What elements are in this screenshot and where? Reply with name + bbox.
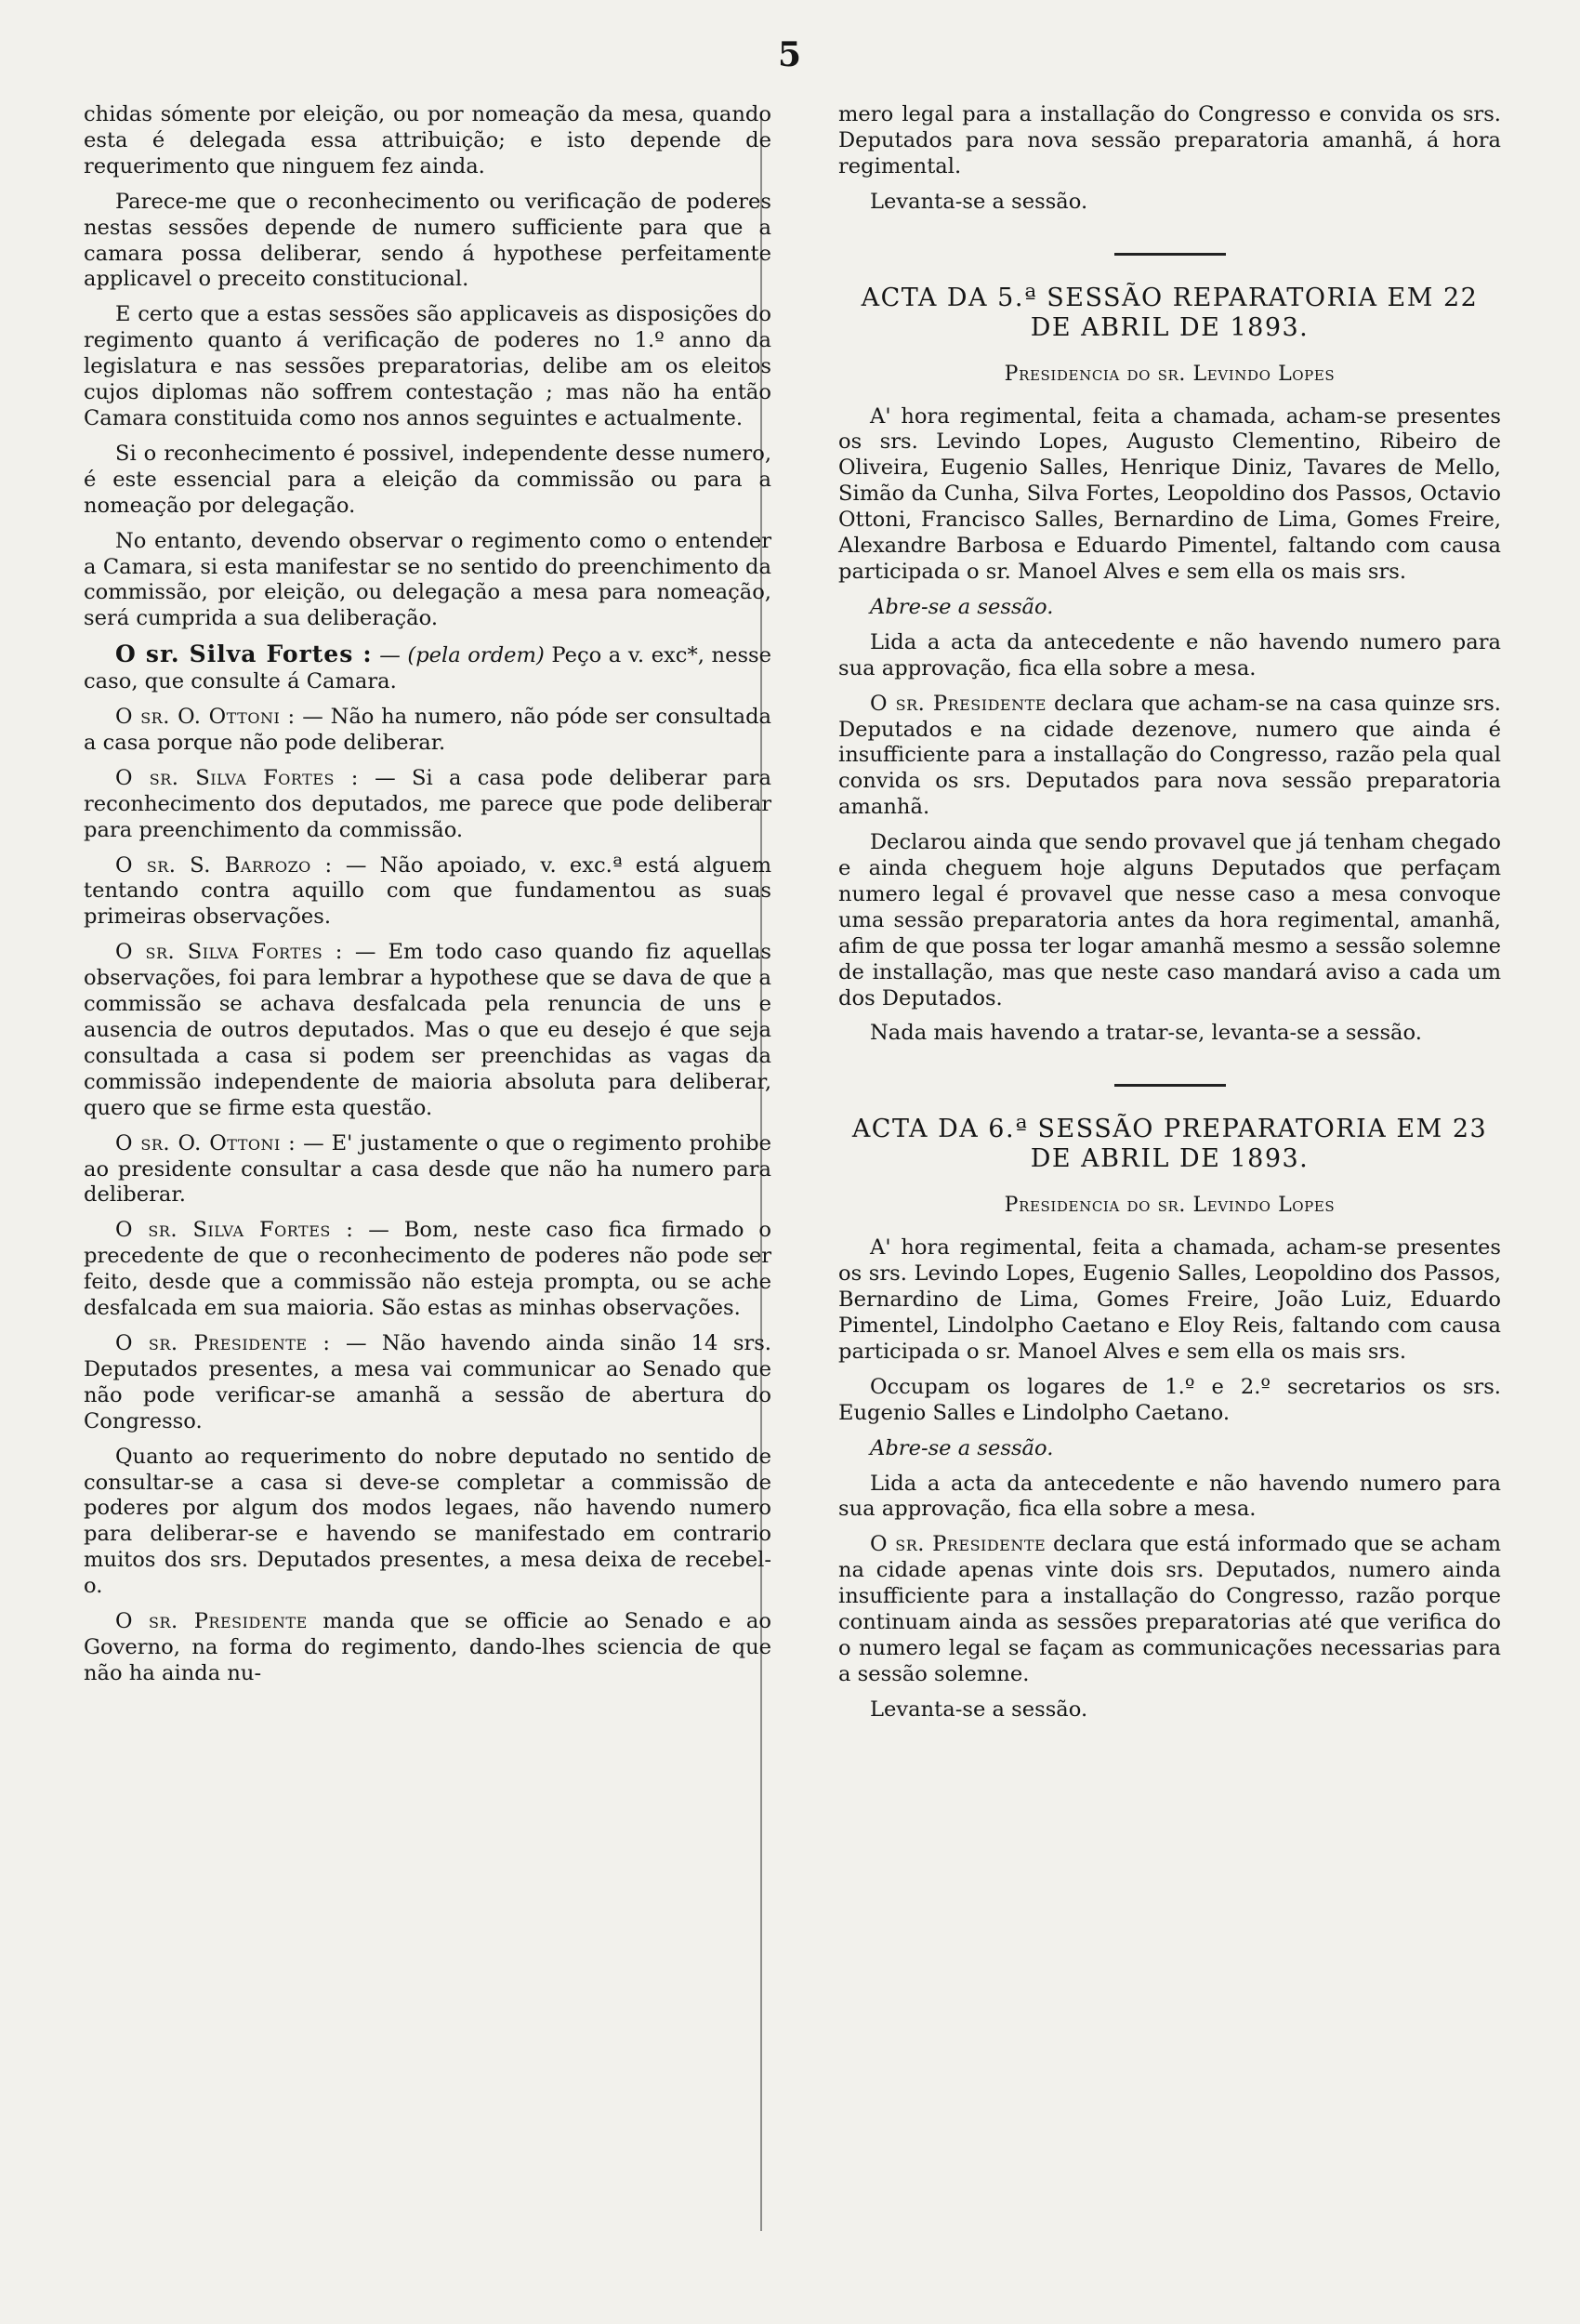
speaker: O sr. Presidente [115,1609,308,1634]
paragraph: Lida a acta da antecedente e não havendo numero para sua approvação, fica ella sobre a mesa. [838,1471,1501,1522]
paragraph: mero legal para a installação do Congresso e convida os srs. Deputados para nova sessão preparatoria amanhã, á hora regimental. [838,102,1501,178]
speaker: O sr. Silva Fortes : [115,640,373,668]
paragraph: Declarou ainda que sendo provavel que já tenham chegado e ainda cheguem hoje alguns Deputados que perfaçam numero legal é provavel que nesse caso a mesa convoque uma sessão preparatoria antes da hora regimental, amanhã, afim de que possa ter logar amanhã mesmo a sessão solemne de installação, mas que neste caso mandará aviso a cada um dos Deputados. [838,830,1501,1010]
speaker: O sr. Silva Fortes : [115,940,343,965]
speech-text: — Não ha numero, não póde ser consultada a casa porque não pode deliberar. [84,705,772,755]
speech [84,853,771,931]
speaker: O sr. Presidente [870,1532,1047,1557]
speech-text: declara que acham-se na casa quinze srs. Deputados e na cidade dezenove, numero que ainda é insufficiente para a installação do Congresso, razão pela qual convida os srs. Deputados para nova sessão preparatoria amanhã. [838,691,1501,820]
speaker: O sr. S. Barrozo : [115,852,333,878]
speech [84,705,771,757]
speech [84,1331,771,1435]
speaker: O sr. O. Ottoni : [115,705,296,730]
acta-5-title: ACTA DA 5.ª SESSÃO REPARATORIA EM 22 DE ABRIL DE 1893. [861,283,1479,342]
paragraph: E certo que a estas sessões são applicaveis as disposições do regimento quanto á verificação de poderes no 1.º anno da legislatura e nas sessões preparatorias, delibe am os eleitos cujos diplomas não soffrem contestação ; mas não ha então Camara constituida como nos annos seguintes e actualmente. [84,302,771,430]
paragraph: Parece-me que o reconhecimento ou verificação de poderes nestas sessões depende de numero sufficiente para que a camara possa deliberar, sendo á hypothese perfeitamente applicavel o preceito constitucional. [84,189,771,292]
speaker: O sr. Silva Fortes : [115,1218,354,1243]
paragraph: Nada mais havendo a tratar-se, levanta-se a sessão. [870,1021,1422,1046]
session-opens: Abre-se a sessão. [870,594,1054,619]
paragraph: Si o reconhecimento é possivel, independente desse numero, é este essencial para a eleição da commissão ou para a nomeação por delegação. [84,441,771,518]
speech-text: — Não havendo ainda sinão 14 srs. Deputados presentes, a mesa vai communicar ao Senado que não pode verificar-se amanhã a sessão de abertura do Congresso. [84,1330,771,1433]
session-opens: Abre-se a sessão. [870,1435,1054,1460]
paragraph: Levanta-se a sessão. [870,189,1088,214]
acta-5-presidency: Presidencia do sr. Levindo Lopes [1004,362,1336,386]
speech-text: — Si a casa pode deliberar para reconhecimento dos deputados, me parece que pode deliberar para preenchimento da commissão. [84,765,772,842]
speech [838,692,1501,822]
speech-text: declara que está informado que se acham na cidade apenas vinte dois srs. Deputados, numero ainda insufficiente para a installação do Congresso, razão porque continuam ainda as sessões preparatorias até que verifica do o numero legal se façam as communicações necessarias para a sessão solemne. [838,1532,1501,1686]
section-separator [1114,253,1226,256]
acta-6-title: ACTA DA 6.ª SESSÃO PREPARATORIA EM 23 DE ABRIL DE 1893. [851,1115,1488,1174]
speech [84,641,771,695]
speech-text: — E' justamente o que o regimento prohibe ao presidente consultar a casa desde que não ha numero para deliberar. [84,1130,771,1208]
speech [84,940,771,1121]
speech-text: — Em todo caso quando fiz aquellas observações, foi para lembrar a hypothese que se dava de que a commissão se achava desfalcada pela renuncia de uns e ausencia de outros deputados. Mas o que eu desejo é que seja consultada a casa si podem ser preenchidas as vagas da commissão independente de maioria absoluta para deliberar, quero que se firme esta questão. [84,940,771,1120]
speaker: O sr. Presidente : [115,1330,331,1355]
paragraph: A' hora regimental, feita a chamada, acham-se presentes os srs. Levindo Lopes, Augusto Clementino, Ribeiro de Oliveira, Eugenio Salles, Henrique Diniz, Tavares de Mello, Simão da Cunha, Silva Fortes, Leopoldino dos Passos, Octavio Ottoni, Francisco Salles, Bernardino de Lima, Gomes Freire, Alexandre Barbosa e Eduardo Pimentel, faltando com causa participada o sr. Manoel Alves e sem ella os mais srs. [838,403,1501,584]
speech-note: — (pela ordem) [379,643,545,668]
paragraph: No entanto, devendo observar o regimento como o entender a Camara, si esta manifestar se no sentido do preenchimento da commissão, por eleição, ou delegação a mesa para nomeação, será cumprida a sua deliberação. [84,528,771,631]
section-separator [1114,1084,1226,1087]
paragraph: A' hora regimental, feita a chamada, acham-se presentes os srs. Levindo Lopes, Eugenio Salles, Leopoldino dos Passos, Bernardino de Lima, Gomes Freire, João Luiz, Eduardo Pimentel, Lindolpho Caetano e Eloy Reis, faltando com causa participada o sr. Manoel Alves e sem ella os mais srs. [838,1235,1501,1364]
speech-text: Peço a v. exc*, nesse caso, que consulte á Camara. [84,643,771,694]
speech [84,1218,771,1322]
paragraph: Levanta-se a sessão. [870,1697,1088,1722]
paragraph: chidas sómente por eleição, ou por nomeação da mesa, quando esta é delegada essa attribuição; e isto depende de requerimento que ninguem fez ainda. [84,102,771,178]
speaker: O sr. Silva Fortes : [115,765,359,790]
right-column [838,102,1501,2240]
paragraph: Occupam os logares de 1.º e 2.º secretarios os srs. Eugenio Salles e Lindolpho Caetano. [838,1374,1501,1425]
paragraph: Lida a acta da antecedente e não havendo numero para sua approvação, fica ella sobre a mesa. [838,629,1501,680]
speech [84,1609,771,1687]
page-number: 5 [777,35,803,74]
speech-text: — Bom, neste caso fica firmado o precedente de que o reconhecimento de poderes não pode ser feito, desde que a commissão não esteja prompta, ou se ache desfalcada em sua maioria. São estas as minhas observações. [84,1218,771,1321]
speech [838,1532,1501,1687]
acta-6-presidency: Presidencia do sr. Levindo Lopes [1004,1194,1336,1218]
speaker: O sr. Presidente [870,691,1047,716]
speech-text: manda que se officie ao Senado e ao Governo, na forma do regimento, dando-lhes sciencia de que não ha ainda nu- [84,1609,771,1685]
speech [84,1131,771,1209]
speech-text: — Não apoiado, v. exc.ª está alguem tentando contra aquillo com que fundamentou as suas primeiras observações. [84,852,771,930]
speech [84,766,771,844]
columns [84,102,1501,2240]
left-column [84,102,771,2240]
paragraph: Quanto ao requerimento do nobre deputado no sentido de consultar-se a casa si deve-se completar a commissão de poderes por algum dos modos legaes, não havendo numero para deliberar-se e havendo se manifestado em contrario muitos dos srs. Deputados presentes, a mesa deixa de recebel-o. [84,1444,771,1599]
speaker: O sr. O. Ottoni : [115,1130,296,1155]
